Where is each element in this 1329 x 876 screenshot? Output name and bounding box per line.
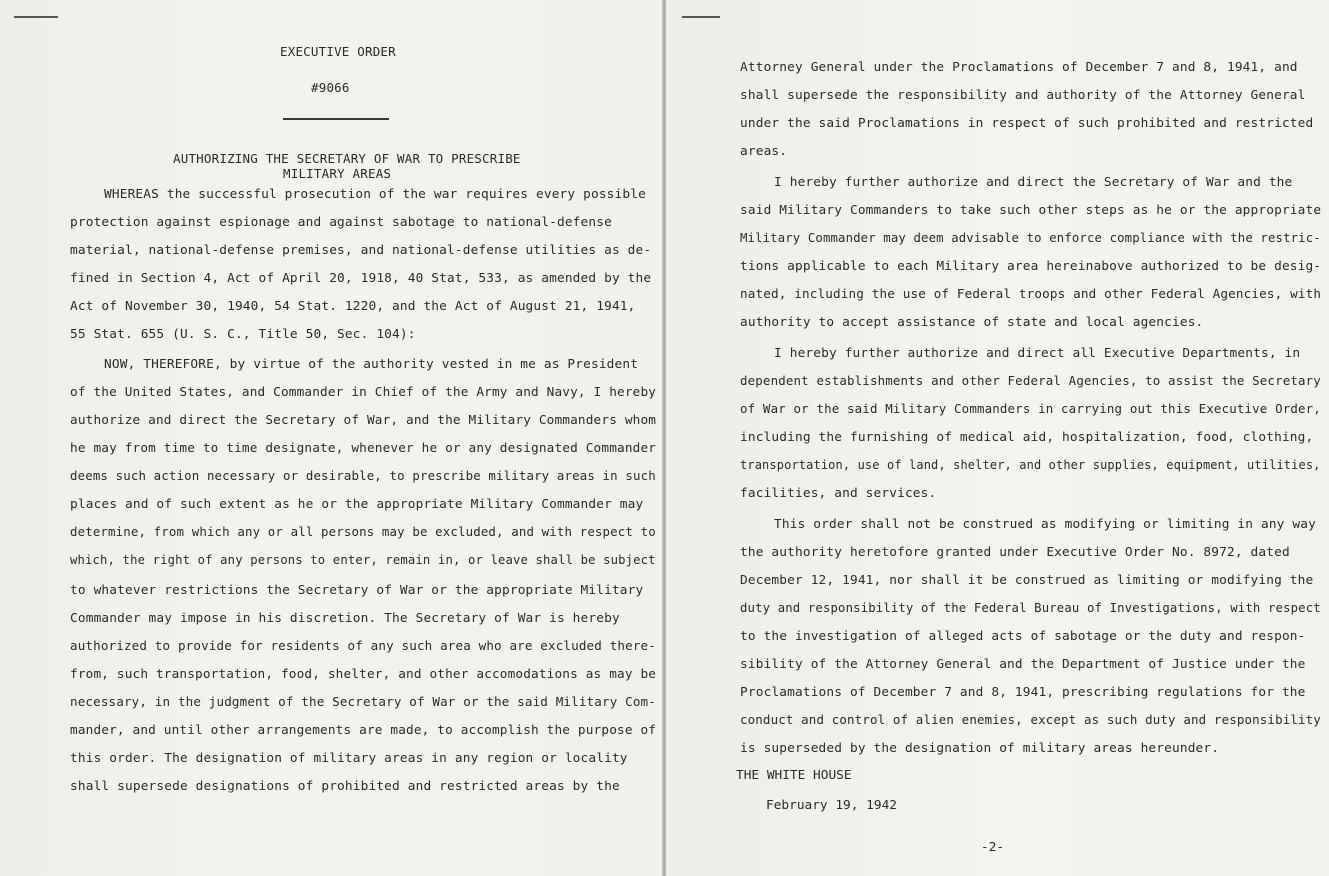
body-line: sibility of the Attorney General and the Department of Justice under the <box>740 657 1306 672</box>
body-line: deems such action necessary or desirable, to prescribe military areas in such <box>70 469 656 484</box>
body-line: NOW, THEREFORE, by virtue of the authority vested in me as President <box>104 357 639 372</box>
page-number: -2- <box>981 840 1005 855</box>
body-line: shall supersede the responsibility and authority of the Attorney General <box>740 88 1306 103</box>
body-line: I hereby further authorize and direct the Secretary of War and the <box>774 175 1293 190</box>
body-line: duty and responsibility of the Federal Bureau of Investigations, with respect <box>740 601 1321 616</box>
order-number: #9066 <box>311 80 350 95</box>
body-line: December 12, 1941, nor shall it be construed as limiting or modifying the <box>740 573 1314 588</box>
body-line: Military Commander may deem advisable to enforce compliance with the restric- <box>740 231 1321 246</box>
body-line: from, such transportation, food, shelter, and other accomodations as may be <box>70 667 657 682</box>
body-line: mander, and until other arrangements are made, to accomplish the purpose of <box>70 723 657 738</box>
body-line: shall supersede designations of prohibited and restricted areas by the <box>70 779 620 794</box>
order-title-line-1: AUTHORIZING THE SECRETARY OF WAR TO PRESCRIBE <box>173 151 521 166</box>
body-line: of War or the said Military Commanders in carrying out this Executive Order, <box>740 402 1321 417</box>
body-line: areas. <box>740 144 788 159</box>
body-line: the authority heretofore granted under Executive Order No. 8972, dated <box>740 545 1290 560</box>
body-line: conduct and control of alien enemies, except as such duty and responsibility <box>740 713 1321 728</box>
body-line: fined in Section 4, Act of April 20, 1918, 40 Stat, 533, as amended by the <box>70 271 652 286</box>
body-line: said Military Commanders to take such other steps as he or the appropriate <box>740 203 1322 218</box>
body-line: Attorney General under the Proclamations of December 7 and 8, 1941, and <box>740 60 1298 75</box>
body-line: of the United States, and Commander in Chief of the Army and Navy, I hereby <box>70 385 657 400</box>
body-line: places and of such extent as he or the appropriate Military Commander may <box>70 497 644 512</box>
signature-place: THE WHITE HOUSE <box>736 768 852 783</box>
body-line: authority to accept assistance of state and local agencies. <box>740 315 1204 330</box>
body-line: determine, from which any or all persons may be excluded, and with respect to <box>70 525 656 540</box>
signature-date: February 19, 1942 <box>766 798 897 813</box>
body-line: he may from time to time designate, whenever he or any designated Commander <box>70 441 657 456</box>
body-line: to the investigation of alleged acts of sabotage or the duty and respon- <box>740 629 1306 644</box>
body-line: authorized to provide for residents of any such area who are excluded there- <box>70 639 656 654</box>
heading-rule <box>283 118 389 120</box>
body-line: facilities, and services. <box>740 486 937 501</box>
right-page <box>666 0 1329 876</box>
left-page <box>0 0 664 876</box>
body-line: dependent establishments and other Federal Agencies, to assist the Secretary <box>740 374 1321 389</box>
body-line: is superseded by the designation of military areas hereunder. <box>740 741 1220 756</box>
body-line: Commander may impose in his discretion. The Secretary of War is hereby <box>70 611 620 626</box>
order-title-line-2: MILITARY AREAS <box>283 166 392 181</box>
body-line: this order. The designation of military areas in any region or locality <box>70 751 628 766</box>
body-line: protection against espionage and against sabotage to national-defense <box>70 215 612 230</box>
body-line: material, national-defense premises, and national-defense utilities as de- <box>70 243 652 258</box>
body-line: This order shall not be construed as modifying or limiting in any way <box>774 517 1316 532</box>
body-line: transportation, use of land, shelter, and other supplies, equipment, utilities, <box>740 458 1321 473</box>
body-line: WHEREAS the successful prosecution of the war requires every possible <box>104 187 646 202</box>
body-line: nated, including the use of Federal troops and other Federal Agencies, with <box>740 287 1322 302</box>
body-line: authorize and direct the Secretary of War, and the Military Commanders whom <box>70 413 657 428</box>
body-line: including the furnishing of medical aid, hospitalization, food, clothing, <box>740 430 1314 445</box>
body-line: Act of November 30, 1940, 54 Stat. 1220, and the Act of August 21, 1941, <box>70 299 636 314</box>
body-line: tions applicable to each Military area hereinabove authorized to be desig- <box>740 259 1322 274</box>
body-line: under the said Proclamations in respect of such prohibited and restricted <box>740 116 1314 131</box>
corner-mark <box>14 16 58 18</box>
body-line: to whatever restrictions the Secretary of War or the appropriate Military <box>70 583 644 598</box>
body-line: I hereby further authorize and direct all Executive Departments, in <box>774 346 1301 361</box>
corner-mark <box>682 16 720 18</box>
body-line: necessary, in the judgment of the Secretary of War or the said Military Com- <box>70 695 656 710</box>
body-line: which, the right of any persons to enter, remain in, or leave shall be subject <box>70 553 656 568</box>
body-line: 55 Stat. 655 (U. S. C., Title 50, Sec. 104): <box>70 327 416 342</box>
body-line: Proclamations of December 7 and 8, 1941, prescribing regulations for the <box>740 685 1306 700</box>
order-heading: EXECUTIVE ORDER <box>280 44 396 59</box>
